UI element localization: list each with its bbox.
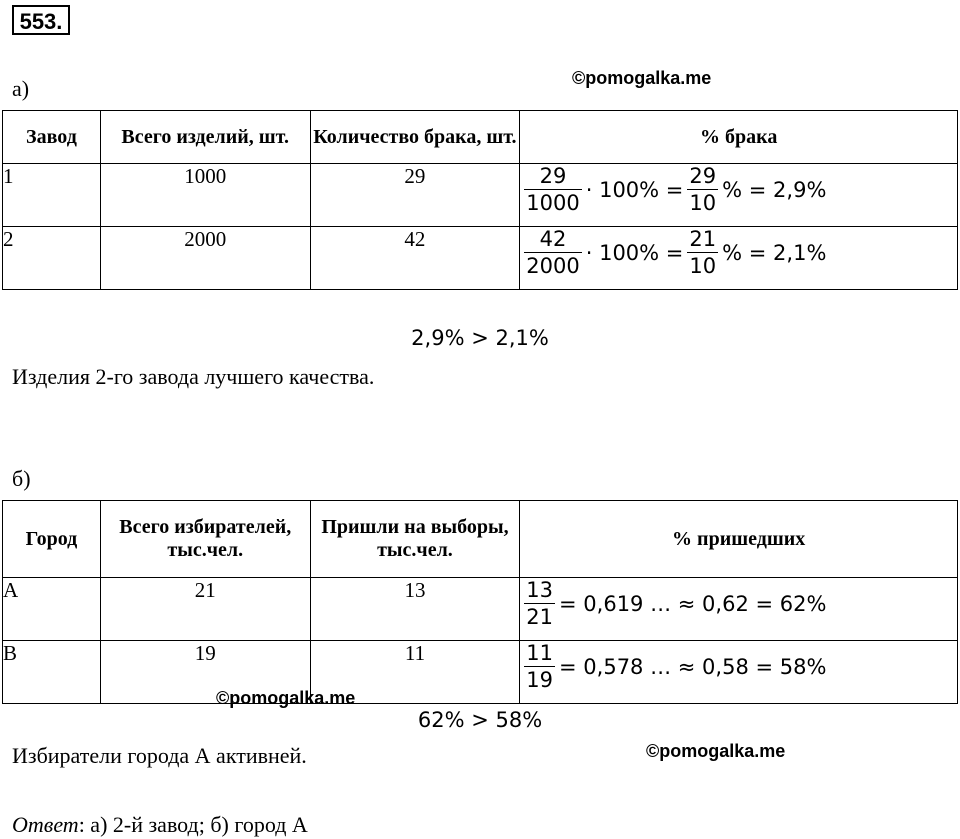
header-defect-percent: % брака <box>520 111 958 164</box>
fraction-denominator: 10 <box>689 191 717 215</box>
fraction-numerator: 29 <box>689 164 717 188</box>
watermark-top: ©pomogalka.me <box>572 68 712 88</box>
fraction <box>687 227 718 278</box>
header-voters-came: Пришли на выборы, тыс.чел. <box>310 501 520 578</box>
fraction-numerator: 13 <box>526 578 554 602</box>
answer-text: : а) 2-й завод; б) город А <box>78 812 308 837</box>
cell-formula <box>520 641 958 704</box>
fraction <box>524 578 555 629</box>
fraction-denominator: 19 <box>526 668 554 692</box>
header-turnout-percent: % пришедших <box>520 501 958 578</box>
multiplier: · 100% = <box>585 240 684 265</box>
fraction-denominator: 21 <box>526 605 554 629</box>
fraction-denominator: 10 <box>689 254 717 278</box>
formula <box>520 641 826 692</box>
cell-formula <box>520 227 958 290</box>
formula <box>520 227 826 278</box>
cell-total: 1000 <box>100 164 310 227</box>
part-a-label: а) <box>12 76 30 101</box>
table-header-row <box>3 111 958 164</box>
cell-defects: 42 <box>310 227 520 290</box>
watermark-bottom: ©pomogalka.me <box>646 741 786 761</box>
multiplier: · 100% = <box>585 177 684 202</box>
cell-formula <box>520 164 958 227</box>
answer-line <box>12 812 308 838</box>
header-defect-count: Количество брака, шт. <box>310 111 520 164</box>
formula <box>520 164 826 215</box>
watermark-middle: ©pomogalka.me <box>216 688 356 708</box>
cell-total: 21 <box>100 578 310 641</box>
cell-city-id: В <box>3 641 101 704</box>
formula-result: = 0,578 … ≈ 0,58 = 58% <box>559 654 827 679</box>
comparison-a: 2,9% > 2,1% <box>411 326 549 350</box>
formula <box>520 578 826 629</box>
fraction <box>524 641 555 692</box>
table-row <box>3 641 958 704</box>
header-total-voters: Всего избирателей, тыс.чел. <box>100 501 310 578</box>
cell-came: 11 <box>310 641 520 704</box>
answer-label: Ответ <box>12 812 79 837</box>
header-city: Город <box>3 501 101 578</box>
conclusion-a: Изделия 2-го завода лучшего качества. <box>12 364 375 389</box>
fraction-denominator: 2000 <box>526 254 580 278</box>
fraction-denominator: 1000 <box>526 191 580 215</box>
fraction-numerator: 11 <box>526 641 554 665</box>
cell-factory-id: 2 <box>3 227 101 290</box>
cell-defects: 29 <box>310 164 520 227</box>
fraction <box>687 164 718 215</box>
fraction-numerator: 29 <box>539 164 567 188</box>
table-row <box>3 227 958 290</box>
formula-result: = 0,619 … ≈ 0,62 = 62% <box>559 591 827 616</box>
part-b-label: б) <box>12 466 31 491</box>
task-number: 553. <box>12 5 70 35</box>
cell-total: 2000 <box>100 227 310 290</box>
cell-came: 13 <box>310 578 520 641</box>
header-factory: Завод <box>3 111 101 164</box>
cell-city-id: А <box>3 578 101 641</box>
fraction-numerator: 42 <box>539 227 567 251</box>
table-part-b <box>2 500 958 704</box>
table-row <box>3 164 958 227</box>
formula-result: % = 2,1% <box>722 240 827 265</box>
fraction <box>524 164 581 215</box>
header-total-items: Всего изделий, шт. <box>100 111 310 164</box>
table-header-row <box>3 501 958 578</box>
table-row <box>3 578 958 641</box>
fraction-numerator: 21 <box>689 227 717 251</box>
cell-formula <box>520 578 958 641</box>
conclusion-b: Избиратели города А активней. <box>12 743 307 768</box>
table-part-a <box>2 110 958 290</box>
cell-factory-id: 1 <box>3 164 101 227</box>
fraction <box>524 227 581 278</box>
comparison-b: 62% > 58% <box>417 708 543 732</box>
cell-total: 19 <box>100 641 310 704</box>
formula-result: % = 2,9% <box>722 177 827 202</box>
